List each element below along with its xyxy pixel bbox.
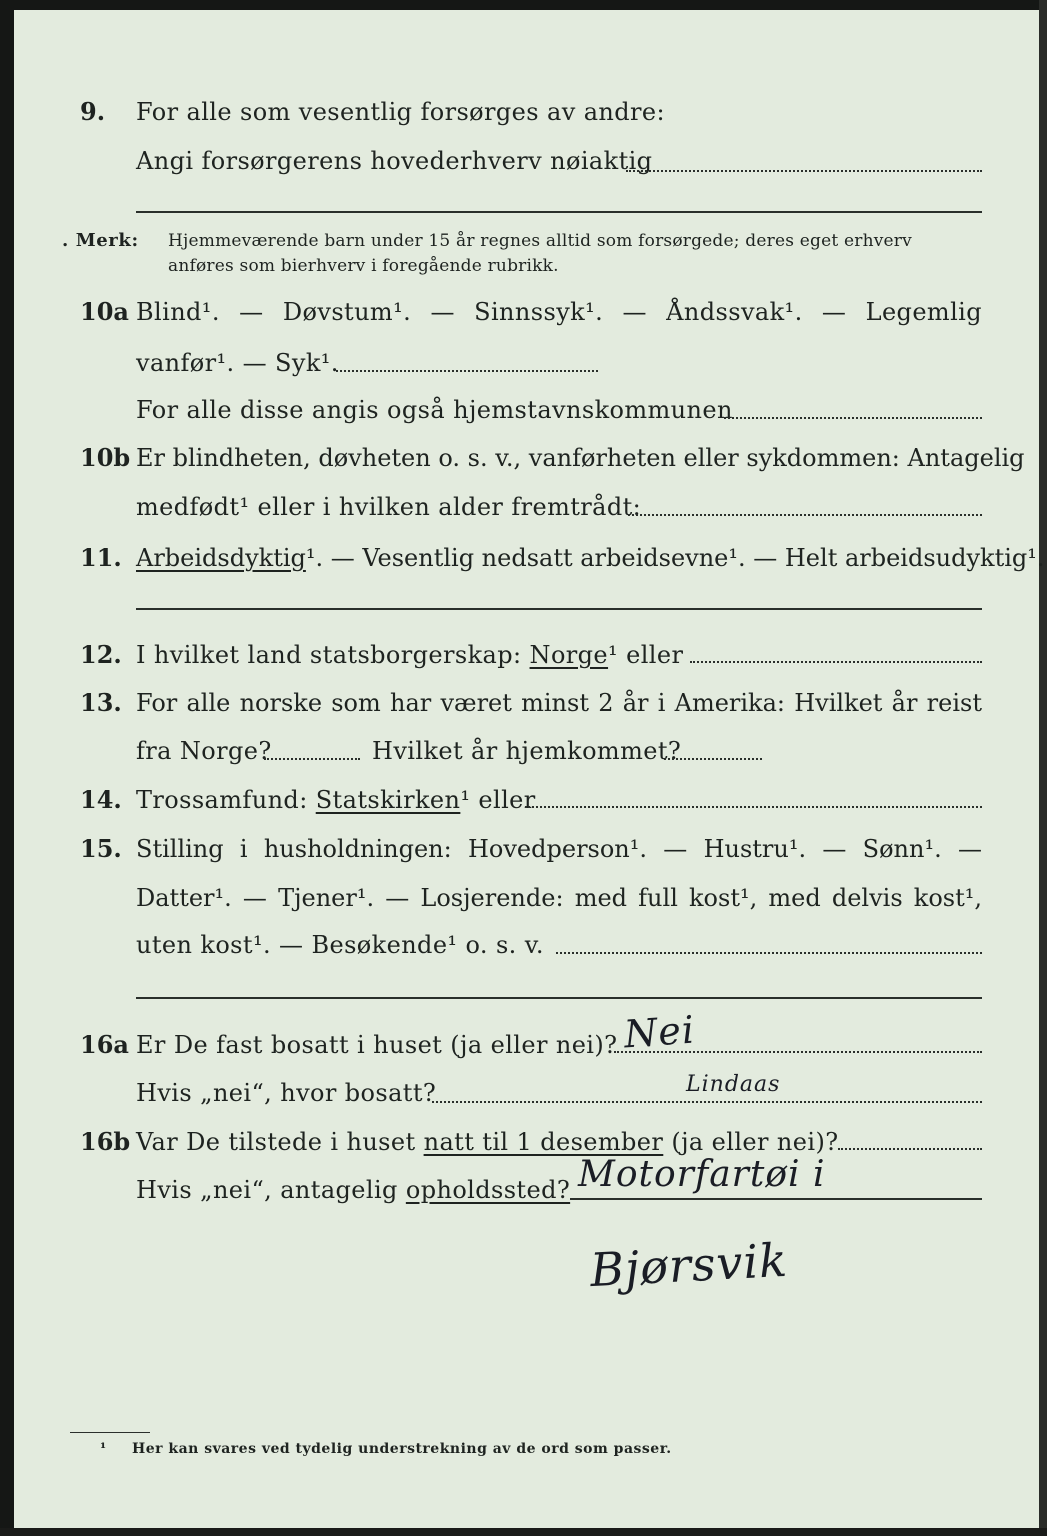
q16b-line1 (136, 1127, 839, 1157)
q16b-place-answer-line (570, 1198, 982, 1200)
q15-line2: Datter¹. — Tjener¹. — Losjerende: med full kost¹, med delvis kost¹, (136, 884, 982, 912)
q16a-line2: Hvis „nei“, hvor bosatt? (136, 1079, 437, 1107)
q10a-answer-line (336, 370, 598, 372)
q16b-number: 16b (80, 1127, 131, 1156)
scan-border-left (0, 0, 14, 1536)
q10a-line3: For alle disse angis også hjemstavnskommunen (136, 396, 733, 424)
q16a-handwritten-answer: Nei (622, 1007, 697, 1057)
q11-line (136, 543, 1045, 573)
q14-post: ¹ eller (460, 786, 536, 814)
q10a-number: 10a (80, 297, 129, 326)
footnote-mark: ¹ (100, 1441, 107, 1457)
merk-line1: Hjemmeværende barn under 15 år regnes alltid som forsørgede; deres eget erhverv (168, 231, 912, 251)
q12-line (136, 640, 683, 670)
q9-number: 9. (80, 97, 106, 126)
q16a-handwritten-where: Lindaas (686, 1072, 781, 1097)
q12-underlined: Norge (529, 641, 609, 669)
q13-number: 13. (80, 688, 122, 717)
q14-answer-line (525, 806, 982, 808)
q16b-answer-line (838, 1148, 982, 1150)
q16a-where-answer-line (432, 1101, 982, 1103)
merk-label: . Merk: (62, 230, 139, 251)
q13-hjem-answer-line (664, 758, 762, 760)
footnote-text: Her kan svares ved tydelig understrekning av de ord som passer. (132, 1441, 672, 1457)
q12-pre: I hvilket land statsborgerskap: (136, 641, 522, 669)
q13-line2b: Hvilket år hjemkommet? (372, 737, 682, 765)
q11-option-underlined: Arbeidsdyktig (136, 544, 306, 572)
scan-border-right (1039, 0, 1047, 1536)
q16b-line2a: Hvis „nei“, antagelig (136, 1176, 398, 1204)
q16a-number: 16a (80, 1030, 129, 1059)
merk-line2: anføres som bierhverv i foregående rubrikk. (168, 256, 559, 276)
q12-answer-line (690, 661, 982, 663)
q11-rule (136, 608, 982, 610)
q13-line2a: fra Norge? (136, 737, 272, 765)
scan-border-top (0, 0, 1047, 10)
q10b-number: 10b (80, 443, 131, 472)
q10b-line2: medfødt¹ eller i hvilken alder fremtrådt: (136, 493, 642, 521)
q16b-handwritten-place: Motorfartøi i (578, 1154, 826, 1195)
q13-line1: For alle norske som har været minst 2 år i Amerika: Hvilket år reist (136, 689, 982, 717)
q16a-line1: Er De fast bosatt i huset (ja eller nei)? (136, 1031, 618, 1059)
q9-line1: For alle som vesentlig forsørges av andre: (136, 98, 666, 126)
q15-line3: uten kost¹. — Besøkende¹ o. s. v. (136, 931, 544, 959)
q12-post: ¹ eller (608, 641, 684, 669)
q14-pre: Trossamfund: (136, 786, 308, 814)
q15-line1: Stilling i husholdningen: Hovedperson¹. — Hustru¹. — Sønn¹. — (136, 835, 982, 863)
q9-rule (136, 211, 982, 213)
q9-answer-line (626, 170, 982, 172)
q16b-underlined-place: opholdssted? (405, 1176, 571, 1204)
q15-answer-line (556, 952, 982, 954)
footnote-rule (70, 1432, 150, 1433)
scan-border-bottom (0, 1528, 1047, 1536)
q9-line2: Angi forsørgerens hovederhverv nøiaktig (136, 147, 653, 175)
q16b-line2 (136, 1175, 570, 1205)
q14-line (136, 785, 536, 815)
q10b-answer-line (628, 514, 982, 516)
q11-rest: ¹. — Vesentlig nedsatt arbeidsevne¹. — Helt arbeidsudyktig¹. (305, 544, 1045, 572)
q16b-underlined-night: natt til 1 desember (423, 1128, 664, 1156)
q10a-home-answer-line (724, 417, 982, 419)
q13-reist-answer-line (264, 758, 360, 760)
q15-rule (136, 997, 982, 999)
q16b-handwritten-place-2: Bjørsvik (588, 1232, 790, 1298)
q10a-line1: Blind¹. — Døvstum¹. — Sinnssyk¹. — Åndssvak¹. — Legemlig (136, 298, 982, 326)
q10b-line1: Er blindheten, døvheten o. s. v., vanførheten eller sykdommen: Antagelig (136, 444, 1025, 472)
q12-number: 12. (80, 640, 122, 669)
q16b-line1b: (ja eller nei)? (671, 1128, 839, 1156)
q16b-line1a: Var De tilstede i huset (136, 1128, 416, 1156)
q14-number: 14. (80, 785, 122, 814)
q10a-line2: vanfør¹. — Syk¹. (136, 349, 339, 377)
q14-underlined: Statskirken (315, 786, 461, 814)
q15-number: 15. (80, 834, 122, 863)
q11-number: 11. (80, 543, 122, 572)
